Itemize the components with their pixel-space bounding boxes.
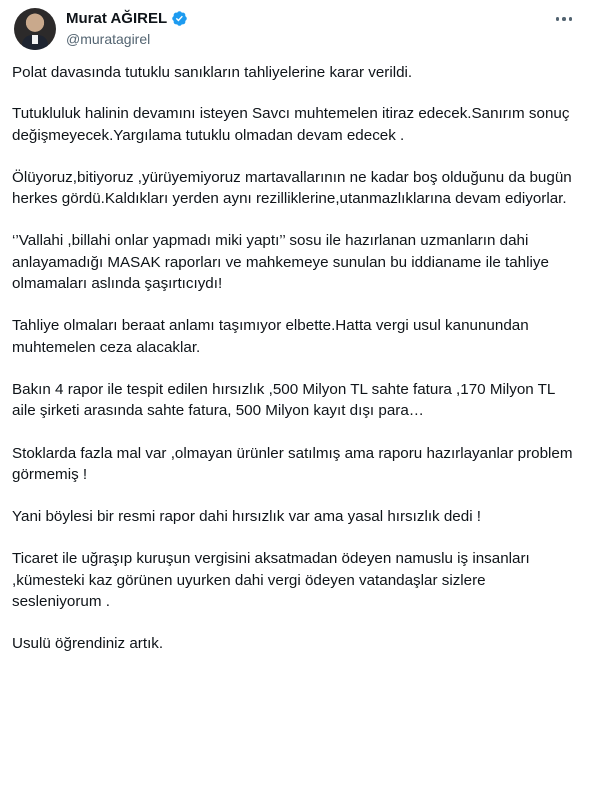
tweet-header xyxy=(0,0,589,56)
author-handle[interactable]: @muratagirel xyxy=(66,31,151,47)
author-name[interactable]: Murat AĞIREL xyxy=(66,10,168,27)
tweet-paragraph: Usulü öğrendiniz artık. xyxy=(12,635,164,653)
tweet-paragraph: ‘’Vallahi ,billahi onlar yapmadı miki yaptı’’ sosu ile hazırlanan uzmanların dahi anlayamadığı MASAK raporları ve mahkemeye sunulan bu iddianame ile tahliye olmamaları aslında şaşırtıcıydı! xyxy=(12,232,549,293)
tweet-paragraph: Tutukluluk halinin devamını isteyen Savcı muhtemelen itiraz edecek.Sanırım sonuç değişmeyecek.Yargılama tutuklu olmadan devam edecek . xyxy=(12,105,570,144)
verified-badge-icon xyxy=(171,10,188,27)
tweet-paragraph: Yani böylesi bir resmi rapor dahi hırsızlık var ama yasal hırsızlık dedi ! xyxy=(12,508,482,526)
tweet-paragraph: Ölüyoruz,bitiyoruz ,yürüyemiyoruz martavallarının ne kadar boş olduğunu da bugün herkes gördü.Kaldıkları yerden aynı rezilliklerine,utanmazlıklarına devam ediyorlar. xyxy=(12,168,572,208)
tweet-paragraph: Tahliye olmaları beraat anlamı taşımıyor elbette.Hatta vergi usul kanunundan muhtemelen ceza alacaklar. xyxy=(12,317,529,356)
tweet-paragraph: Stoklarda fazla mal var ,olmayan ürünler satılmış ama raporu hazırlayanlar problem görmemiş ! xyxy=(12,444,573,483)
tweet-paragraph: Ticaret ile uğraşıp kuruşun vergisini aksatmadan ödeyen namuslu iş insanları ,kümesteki kaz görünen uyurken dahi vergi ödeyen vatandaşlar sizlere sesleniyorum . xyxy=(12,550,530,611)
avatar[interactable] xyxy=(14,8,56,50)
tweet-text xyxy=(12,62,577,655)
more-horizontal-icon[interactable] xyxy=(553,10,575,28)
avatar-collar xyxy=(32,35,38,44)
tweet-paragraph: Bakın 4 rapor ile tespit edilen hırsızlık ,500 Milyon TL sahte fatura ,170 Milyon TL aile şirketi arasında sahte fatura, 500 Milyon kayıt dışı para… xyxy=(12,380,555,420)
tweet-paragraph: Polat davasında tutuklu sanıkların tahliyelerine karar verildi. xyxy=(12,64,413,81)
author-name-row[interactable] xyxy=(66,10,188,27)
